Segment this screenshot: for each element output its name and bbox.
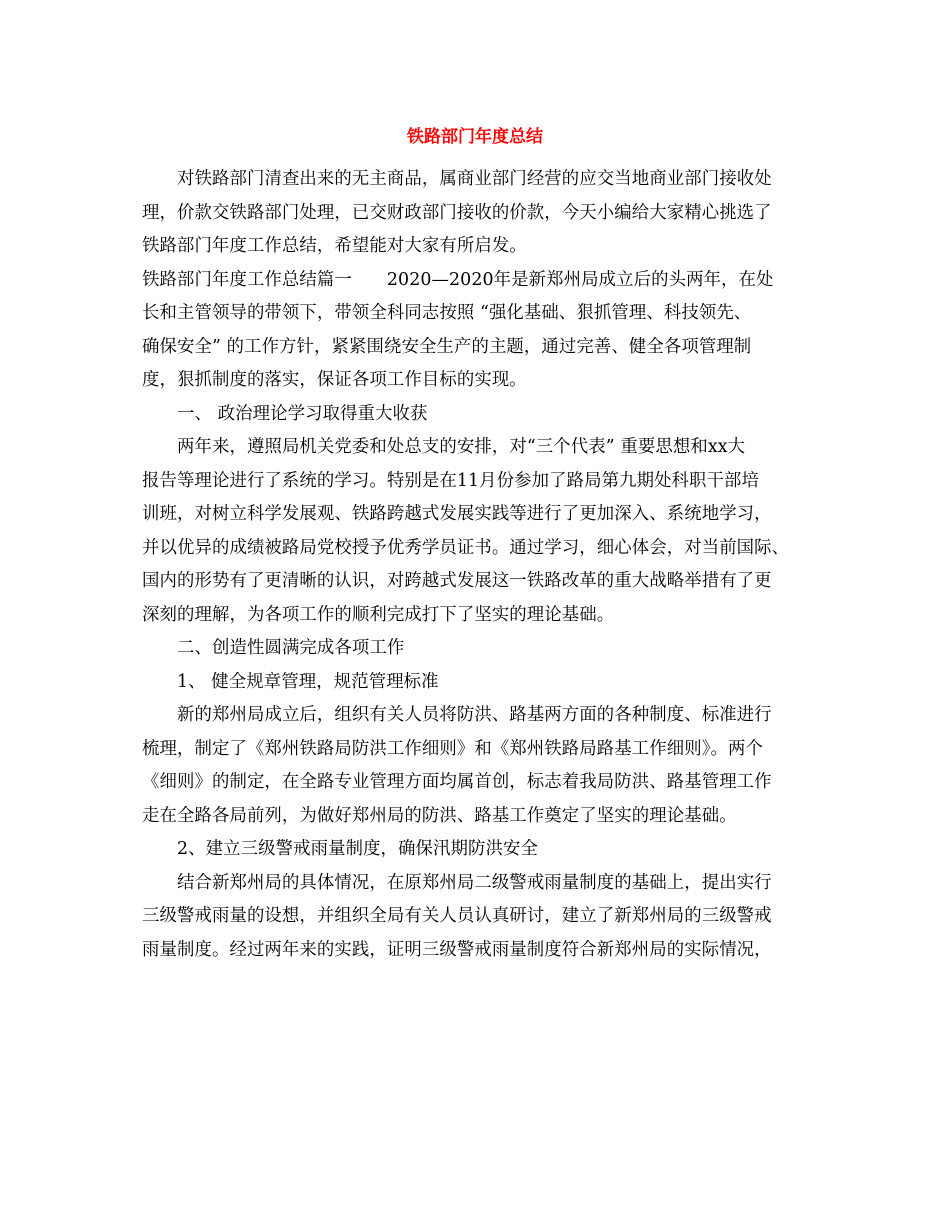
text-line: 1、 健全规章管理，规范管理标准	[177, 671, 439, 692]
text-line: 《细则》的制定，在全路专业管理方面均属首创，标志着我局防洪、路基管理工作	[142, 772, 772, 792]
text-line: 走在全路各局前列，为做好郑州局的防洪、路基工作奠定了坚实的理论基础。	[142, 805, 737, 826]
text-line: 雨量制度。经过两年来的实践，证明三级警戒雨量制度符合新郑州局的实际情况，	[142, 939, 772, 960]
text-line: 长和主管领导的带领下，带领全科同志按照 “强化基础、狠抓管理、科技领先、	[142, 303, 752, 323]
text-line: 结合新郑州局的具体情况，在原郑州局二级警戒雨量制度的基础上，提出实行	[177, 872, 772, 893]
text-line: 新的郑州局成立后，组织有关人员将防洪、路基两方面的各种制度、标准进行	[177, 705, 772, 725]
text-line: 铁路部门年度工作总结，希望能对大家有所启发。	[142, 236, 527, 256]
text-line: 梳理，制定了《郑州铁路局防洪工作细则》和《郑州铁路局路基工作细则》。两个	[142, 738, 763, 759]
text-line: 确保安全” 的工作方针，紧紧围绕安全生产的主题，通过完善、健全各项管理制	[142, 336, 752, 357]
text-line: 三级警戒雨量的设想，并组织全局有关人员认真研讨，建立了新郑州局的三级警戒	[142, 906, 772, 926]
document-body	[142, 163, 810, 967]
text-line: 二、创造性圆满完成各项工作	[177, 638, 405, 658]
text-line: 度，狠抓制度的落实，保证各项工作目标的实现。	[142, 370, 527, 390]
text-line: 铁路部门年度工作总结篇一 2020—2020年是新郑州局成立后的头两年，在处	[142, 269, 774, 290]
text-line: 一、 政治理论学习取得重大收获	[177, 403, 428, 424]
document-title: 铁路部门年度总结	[407, 127, 543, 147]
text-line: 2、建立三级警戒雨量制度，确保汛期防洪安全	[177, 839, 538, 859]
text-line: 训班，对树立科学发展观、铁路跨越式发展实践等进行了更加深入、系统地学习，	[142, 504, 772, 524]
text-line: 国内的形势有了更清晰的认识，对跨越式发展这一铁路改革的重大战略举措有了更	[142, 571, 772, 591]
text-line: 报告等理论进行了系统的学习。特别是在11月份参加了路局第九期处科职干部培	[142, 470, 760, 491]
text-line: 深刻的理解，为各项工作的顺利完成打下了坚实的理论基础。	[142, 604, 615, 625]
text-line: 对铁路部门清查出来的无主商品，属商业部门经营的应交当地商业部门接收处	[177, 169, 772, 189]
text-line: 并以优异的成绩被路局党校授予优秀学员证书。通过学习，细心体会，对当前国际、	[142, 537, 790, 558]
text-line: 两年来，遵照局机关党委和处总支的安排，对“三个代表” 重要思想和xx大	[177, 437, 746, 457]
text-line: 理，价款交铁路部门处理，已交财政部门接收的价款，今天小编给大家精心挑选了	[142, 202, 772, 223]
